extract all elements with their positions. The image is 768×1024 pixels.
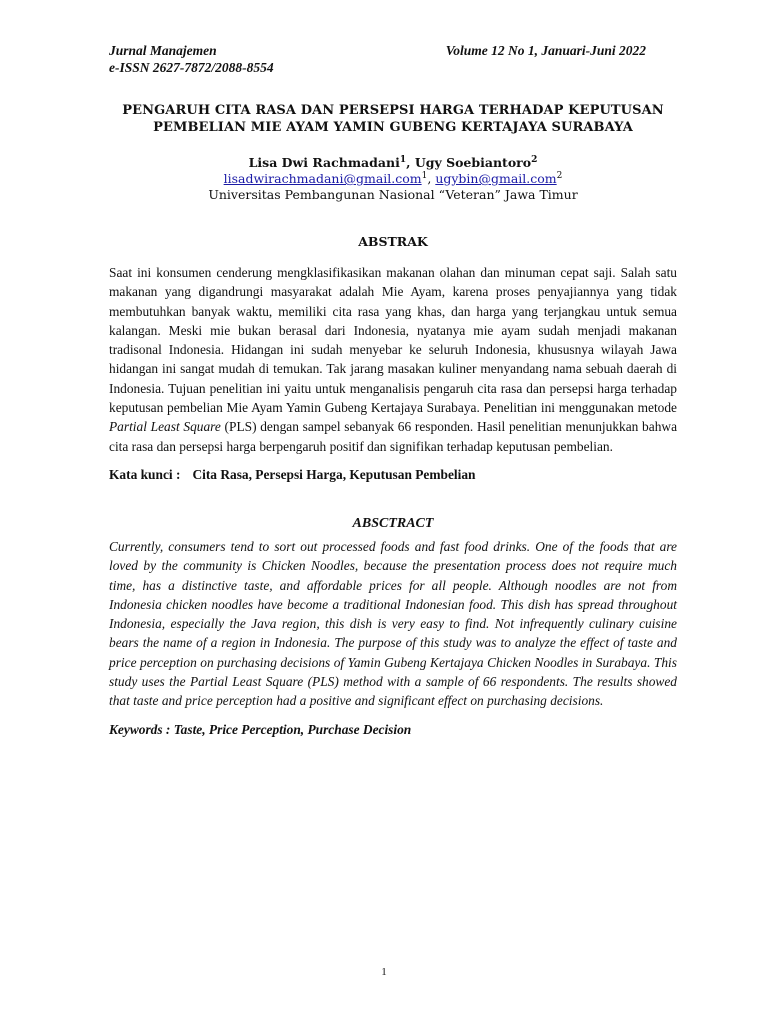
keywords-line [109, 465, 677, 484]
affiliation: Universitas Pembangunan Nasional “Veteran” Jawa Timur [208, 187, 578, 202]
email-link[interactable]: lisadwirachmadani@gmail.com [223, 171, 422, 186]
page-number: 1 [381, 966, 387, 978]
title-line-1: PENGARUH CITA RASA DAN PERSEPSI HARGA TERHADAP KEPUTUSAN [122, 103, 664, 118]
english-abstract-text: Currently, consumers tend to sort out processed foods and fast food drinks. One of the foods that are loved by the community is Chicken Noodles, because the presentation process does not require much time, has a distinctive taste, and affordable prices for all people. Although noodles are not from Indonesia chicken noodles have become a traditional Indonesian food. This dish has spread throughout Indonesia, especially the Java region, this dish is very easy to find. Not infrequently culinary cuisine bears the name of a region in Indonesia. The purpose of this study was to analyze the effect of taste and price perception on purchasing decisions of Yamin Gubeng Kertajaya Chicken Noodles in Surabaya. This study uses the Partial Least Square (PLS) method with a sample of 66 respondents. The results showed that taste and price perception had a positive and significant effect on purchasing decisions. [109, 538, 677, 709]
english-abstract-heading: ABSCTRACT [352, 515, 434, 531]
author-affiliation-mark: 1 [399, 154, 407, 165]
abstract-method-term: Partial Least Square [109, 419, 221, 435]
author-list [109, 155, 677, 171]
english-keywords-line: Keywords : Taste, Price Perception, Purchase Decision [109, 721, 412, 737]
author-name: Lisa Dwi Rachmadani [248, 155, 400, 170]
journal-volume: Volume 12 No 1, Januari-Juni 2022 [445, 43, 646, 58]
email-mark: 2 [556, 170, 563, 181]
author-name: Ugy Soebiantoro [414, 155, 532, 170]
paper-page [109, 42, 677, 739]
title-line-2: PEMBELIAN MIE AYAM YAMIN GUBENG KERTAJAYA SURABAYA [153, 120, 633, 135]
abstract-text [109, 263, 677, 456]
keywords-label: Kata kunci : [109, 466, 181, 482]
journal-name: Jurnal Manajemen [109, 43, 217, 58]
author-emails [109, 171, 677, 187]
email-link[interactable]: ugybin@gmail.com [435, 171, 557, 186]
author-separator: , [406, 155, 415, 170]
email-separator: , [427, 171, 436, 186]
abstract-heading: ABSTRAK [358, 234, 428, 249]
abstract-text-part: (PLS) dengan sampel sebanyak 66 responden. Hasil penelitian menunjukkan bahwa cita rasa dan persepsi harga berpengaruh positif dan signifikan terhadap keputusan pembelian. [109, 419, 678, 454]
email-mark: 1 [421, 170, 428, 181]
keywords-list: Cita Rasa, Persepsi Harga, Keputusan Pembelian [192, 466, 476, 482]
running-header [109, 42, 677, 76]
journal-issn: e-ISSN 2627-7872/2088-8554 [109, 60, 274, 75]
paper-title [109, 102, 677, 136]
abstract-text-part: Saat ini konsumen cenderung mengklasifikasikan makanan olahan dan minuman cepat saji. Salah satu makanan yang digandrungi masyarakat adalah Mie Ayam, karena proses penyajiannya yang tidak membutuhkan banyak waktu, memiliki cita rasa yang khas, dan harga yang terjangkau untuk semua kalangan. Meski mie bukan berasal dari Indonesia, nyatanya mie ayam sudah menjadi makanan tradisonal Indonesia. Hidangan ini sudah menyebar ke seluruh Indonesia, khususnya wilayah Jawa hidangan ini sangat mudah di temukan. Tak jarang masakan kuliner menyandang nama sebuah daerah di Indonesia. Tujuan penelitian ini yaitu untuk menganalisis pengaruh cita rasa dan persepsi harga terhadap keputusan pembelian Mie Ayam Yamin Gubeng Kertajaya Surabaya. Penelitian ini menggunakan metode [109, 265, 677, 416]
author-affiliation-mark: 2 [531, 154, 538, 165]
